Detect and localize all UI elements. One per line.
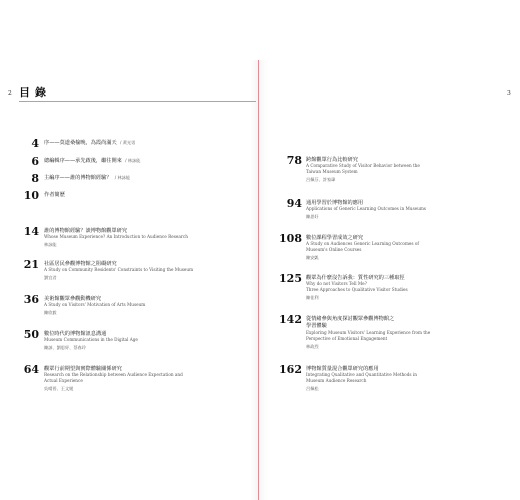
entry-subtitle: Why do not Visitors Tell Me?: [306, 281, 367, 286]
entry-author: 劉宜君: [44, 275, 57, 280]
entry-page-number: 64: [23, 363, 39, 376]
entry-title: 博物館質量混合觀眾研究的應用: [306, 366, 379, 372]
entry-title: 數位時代的博物館訊息溝通: [44, 331, 107, 337]
entry-subtitle: A Study on Audiences Generic Learning Outcomes of: [306, 241, 419, 246]
entry-title: 美術館觀眾參觀動機研究: [44, 296, 102, 302]
entry-title: 總編輯序——承先啟後，繼往開來: [44, 158, 122, 164]
entry-page-number: 4: [31, 137, 39, 150]
entry-subtitle: Integrating Qualitative and Quantitative Methods in: [306, 372, 417, 377]
entry-title: 跨館觀眾行為比較研究: [306, 157, 358, 163]
entry-author: / 林詠能: [123, 158, 141, 163]
entry-author: 陳思好: [306, 214, 319, 219]
entry-page-number: 94: [286, 197, 302, 210]
entry-subtitle: A Study on Community Residents' Constraints to Visiting the Museum: [44, 267, 194, 272]
title-rule: [19, 101, 256, 102]
entry-title: 社區居民參觀博物館之阻礙研究: [44, 261, 117, 267]
entry-title: 觀眾為什麼沒告訴我：質性研究的三種取徑: [306, 275, 405, 281]
entry-title: 作者簡歷: [44, 192, 65, 198]
entry-subtitle: Whose Museum Experience? An Introduction to Audience Research: [44, 234, 188, 239]
entry-subtitle: A Comparative Study of Visitor Behavior between the: [306, 163, 420, 168]
entry-author: 陳佳利: [306, 295, 319, 300]
entry-title-line-2: 學習體驗: [306, 323, 327, 329]
entry-subtitle: Actual Experience: [44, 378, 83, 383]
entry-subtitle: Museum's Online Courses: [306, 247, 362, 252]
entry-author: 陳欣毅: [44, 310, 57, 315]
entry-page-number: 108: [279, 232, 302, 245]
entry-author: 吳晴晉、王文媛: [44, 386, 74, 391]
entry-author: 林詠能: [44, 242, 57, 247]
entry-subtitle: Museum Audience Research: [306, 378, 367, 383]
entry-author: 林政烈: [306, 344, 319, 349]
entry-page-number: 10: [23, 189, 39, 202]
entry-title: 序——莫道桑榆晚，為霞尚滿天: [44, 140, 117, 146]
entry-subtitle: Taiwan Museum System: [306, 169, 358, 174]
entry-author: 陳安凱: [306, 255, 319, 260]
entry-title: 數位課程學習成效之研究: [306, 235, 364, 241]
left-page-number: 2: [8, 90, 12, 97]
entry-author: 呂佩芬、許家瑋: [306, 177, 336, 182]
entry-page-number: 36: [23, 293, 39, 306]
entry-author: / 黃光男: [118, 140, 136, 145]
entry-page-number: 6: [31, 155, 39, 168]
toc-title: 目錄: [19, 86, 51, 99]
entry-page-number: 142: [279, 313, 302, 326]
entry-page-number: 21: [23, 258, 39, 271]
entry-subtitle: Perspective of Emotional Engagement: [306, 336, 388, 341]
entry-subtitle: A Study on Visitors' Motivation of Arts Museum: [44, 302, 146, 307]
entry-page-number: 162: [279, 363, 302, 376]
entry-subtitle: Museum Communications in the Digital Age: [44, 337, 138, 342]
entry-page-number: 78: [286, 154, 302, 167]
entry-title: 通用學習於博物館的應用: [306, 200, 364, 206]
entry-title: 主編序——誰的博物館經驗？: [44, 175, 112, 181]
entry-title: 誰的博物館經驗？談博物館觀眾研究: [44, 228, 128, 234]
entry-title: 觀眾行前期望與實際體驗關係研究: [44, 366, 122, 372]
entry-subtitle: Three Approaches to Qualitative Visitor Studies: [306, 287, 408, 292]
entry-title: 從情緒參與角度探討觀眾參觀博物館之: [306, 316, 395, 322]
entry-author: / 林詠能: [113, 175, 131, 180]
entry-subtitle: Research on the Relationship between Audience Expectation and: [44, 372, 183, 377]
entry-subtitle: Exploring Museum Visitors' Learning Experience from the: [306, 330, 431, 335]
entry-author: 呂佩松: [306, 386, 319, 391]
entry-author: 陳諺、劉思妤、蔡春玲: [44, 345, 86, 350]
right-page-number: 3: [507, 90, 511, 97]
entry-page-number: 125: [279, 272, 302, 285]
entry-page-number: 14: [23, 225, 39, 238]
entry-page-number: 8: [31, 172, 39, 185]
gutter-shadow: [250, 60, 268, 500]
entry-subtitle: Applications of Generic Learning Outcomes in Museums: [306, 206, 426, 211]
center-gutter-line: [258, 60, 259, 500]
entry-page-number: 50: [23, 328, 39, 341]
